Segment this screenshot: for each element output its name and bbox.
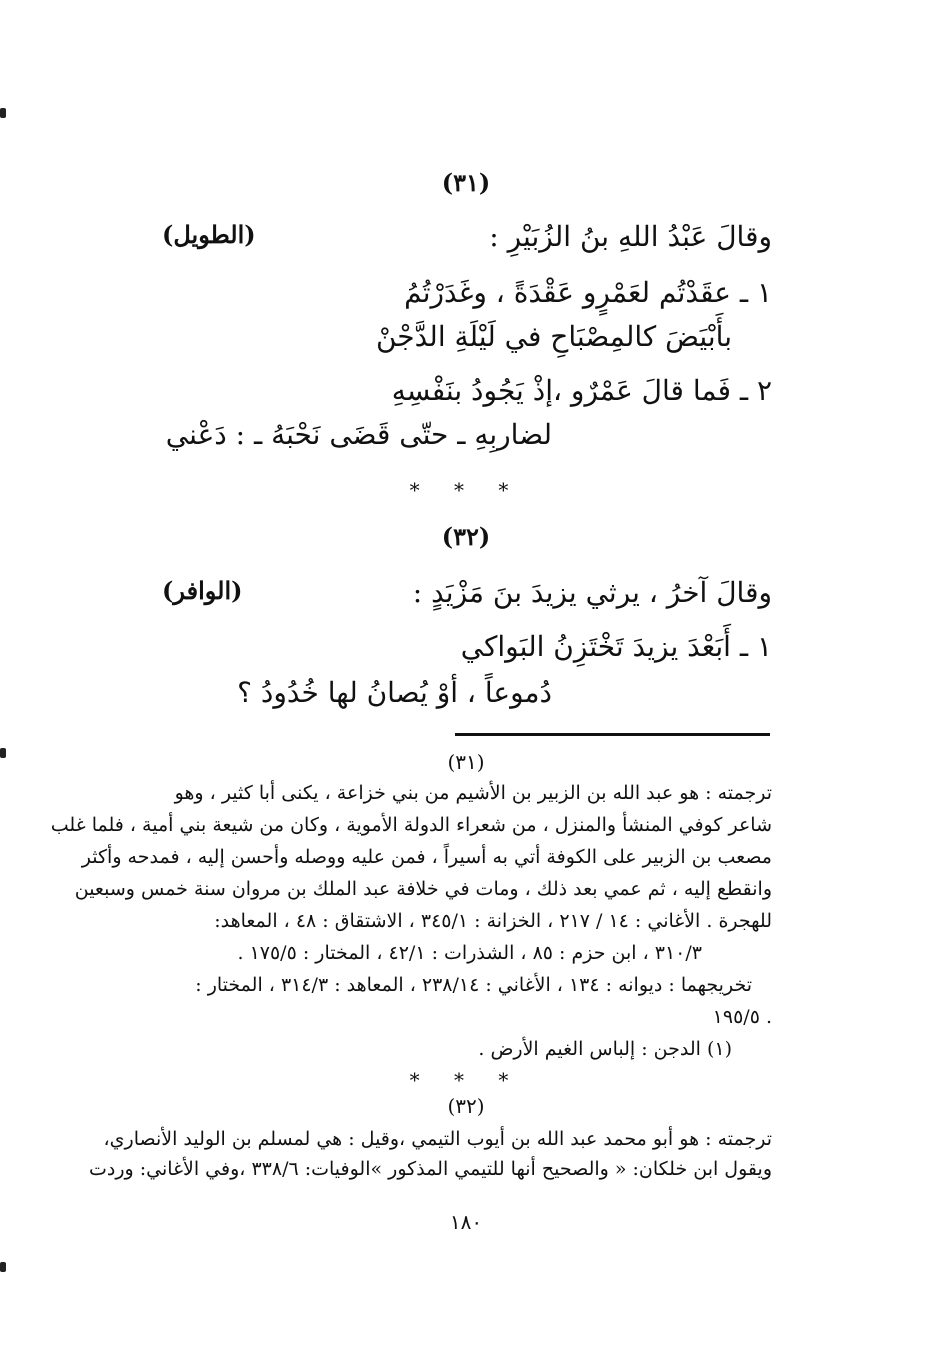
verse-first-hemistich: ٢ ـ فَما قالَ عَمْرٌو ،إذْ يَجُودُ بنَفْسِهِ — [391, 374, 772, 407]
section-separator: * * * — [409, 478, 523, 502]
footnote-line: وانقطع إليه ، ثم عمي بعد ذلك ، ومات في خلافة عبد الملك بن مروان سنة خمس وسبعين — [74, 878, 772, 900]
footnote-line: ترجمته : هو أبو محمد عبد الله بن أيوب التيمي ،وقيل : هي لمسلم بن الوليد الأنصاري، — [103, 1128, 772, 1150]
scan-mark — [0, 1262, 6, 1272]
scan-mark — [0, 108, 6, 118]
poem-intro: وقالَ آخرُ ، يرثي يزيدَ بنَ مَزْيَدٍ : — [412, 576, 772, 609]
verse-second-hemistich: بأَبْيَضَ كالمِصْبَاحِ في لَيْلَةِ الدَّجْنْ — [375, 320, 732, 353]
verse-first-hemistich: ١ ـ أَبَعْدَ يزيدَ تَخْتَزِنُ البَواكي — [460, 630, 772, 663]
footnote-line: مصعب بن الزبير على الكوفة أتي به أسيراً ، فمن عليه ووصله وأحسن إليه ، فمدحه وأكثر — [81, 846, 772, 868]
poem-number: (٣١) — [441, 168, 491, 197]
footnote-number: (٣١) — [447, 750, 485, 774]
footnote-line: شاعر كوفي المنشأ والمنزل ، من شعراء الدولة الأموية ، وكان من شيعة بني أمية ، فلما غلب — [50, 814, 772, 836]
footnote-line: ويقول ابن خلكان: « والصحيح أنها للتيمي المذكور »الوفيات: ٣٣٨/٦ ،وفي الأغاني: وردت — [89, 1158, 772, 1180]
poem-intro: وقالَ عَبْدُ اللهِ بنُ الزُبَيْرِ : — [489, 220, 772, 253]
verse-first-hemistich: ١ ـ عقَدْتُم لعَمْرٍو عَقْدَةً ، وغَدَرْتُمُ — [404, 276, 772, 309]
page-number: ١٨٠ — [449, 1210, 483, 1234]
footnote-gloss: (١) الدجن : إلباس الغيم الأرض . — [478, 1038, 732, 1060]
poem-number: (٣٢) — [441, 522, 491, 551]
section-separator: * * * — [409, 1068, 523, 1092]
footnote-rule — [455, 733, 770, 736]
footnote-number: (٣٢) — [447, 1094, 485, 1118]
footnote-line: ٣١٠/٣ ، ابن حزم : ٨٥ ، الشذرات : ٤٢/١ ، المختار : ١٧٥/٥ . — [237, 942, 702, 964]
poem-meter: (الوافر) — [162, 576, 243, 605]
verse-second-hemistich: لضاربِهِ ـ حتّى قَضَى نَحْبَهُ ـ : دَعْني — [165, 418, 552, 451]
footnote-line: ترجمته : هو عبد الله بن الزبير بن الأشيم من بني خزاعة ، يكنى أبا كثير ، وهو — [174, 782, 772, 804]
footnote-line: للهجرة . الأغاني : ١٤ / ٢١٧ ، الخزانة : ٣٤٥/١ ، الاشتقاق : ٤٨ ، المعاهد: — [214, 910, 772, 932]
footnote-line: تخريجهما : ديوانه : ١٣٤ ، الأغاني : ٢٣٨/١٤ ، المعاهد : ٣١٤/٣ ، المختار : — [195, 974, 752, 996]
footnote-line: ١٩٥/٥ . — [712, 1006, 772, 1028]
poem-meter: (الطويل) — [162, 220, 256, 249]
verse-second-hemistich: دُموعاً ، أوْ يُصانُ لها خُدُودُ ؟ — [237, 676, 552, 709]
